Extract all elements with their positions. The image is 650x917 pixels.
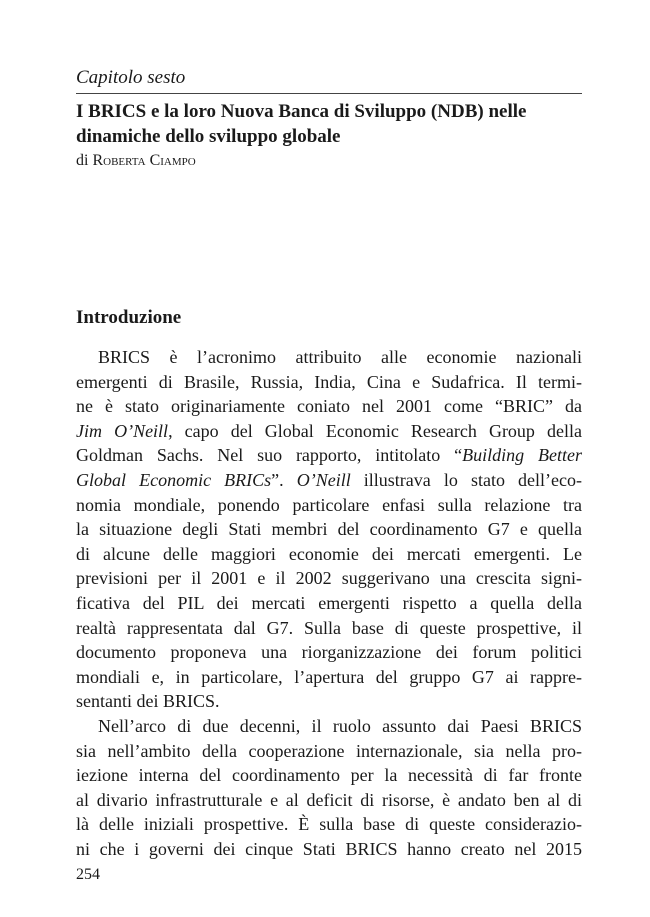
p2-line-4: al divario infrastrutturale e al deficit di risorse, è andato ben al di bbox=[76, 789, 582, 810]
p2-line-6: ni che i governi dei cinque Stati BRICS hanno creato nel 2015 bbox=[76, 838, 582, 859]
page-number: 254 bbox=[76, 866, 100, 883]
p1-line-6-italic-2: O’Neill bbox=[296, 469, 351, 490]
author-prefix: di bbox=[76, 152, 93, 169]
chapter-title-line-1: I BRICS e la loro Nuova Banca di Sviluppo (NDB) nelle bbox=[76, 101, 527, 122]
p2-line-1: Nell’arco di due decenni, il ruolo assunto dai Paesi BRICS bbox=[98, 715, 582, 736]
p1-line-9: di alcune delle maggiori economie dei mercati emergenti. Le bbox=[76, 543, 582, 564]
p1-line-2: emergenti di Brasile, Russia, India, Cina e Sudafrica. Il termi- bbox=[76, 371, 582, 392]
p1-line-6-italic: Global Economic BRICs bbox=[76, 469, 272, 490]
p2-line-3: iezione interna del coordinamento per la necessità di far fronte bbox=[76, 765, 582, 786]
p1-line-6-rest: illustrava lo stato dell’eco- bbox=[350, 469, 582, 490]
p1-line-6-mid: ”. bbox=[271, 469, 297, 490]
author-line bbox=[76, 150, 196, 172]
p1-line-6 bbox=[76, 468, 582, 493]
p1-line-3: ne è stato originariamente coniato nel 2001 come “BRIC” da bbox=[76, 396, 582, 417]
p1-line-5 bbox=[76, 443, 582, 468]
p1-line-11: ficativa del PIL dei mercati emergenti rispetto a quella della bbox=[76, 592, 582, 613]
p1-line-5-italic: Building Better bbox=[462, 445, 582, 466]
chapter-title bbox=[76, 99, 582, 149]
p1-line-8: la situazione degli Stati membri del coordinamento G7 e quella bbox=[76, 519, 582, 540]
p1-line-7: nomia mondiale, ponendo particolare enfasi sulla relazione tra bbox=[76, 494, 582, 515]
p1-line-14: mondiali e, in particolare, l’apertura del gruppo G7 ai rappre- bbox=[76, 666, 582, 687]
p1-line-4 bbox=[76, 419, 582, 444]
author-name: Roberta Ciampo bbox=[92, 152, 196, 169]
p1-line-12: realtà rappresentata dal G7. Sulla base di queste prospettive, il bbox=[76, 617, 582, 638]
p1-line-15: sentanti dei BRICS. bbox=[76, 691, 220, 712]
p1-line-4-rest: , capo del Global Economic Research Group della bbox=[168, 420, 582, 441]
p1-line-4-italic: Jim O’Neill bbox=[76, 420, 169, 441]
chapter-label: Capitolo sesto bbox=[76, 67, 186, 88]
p1-line-5-text: Goldman Sachs. Nel suo rapporto, intitolato “ bbox=[76, 445, 463, 466]
chapter-title-line-2: dinamiche dello sviluppo globale bbox=[76, 126, 341, 147]
header-rule bbox=[76, 93, 582, 94]
p1-line-13: documento proponeva una riorganizzazione dei forum politici bbox=[76, 642, 582, 663]
p2-line-5: là delle iniziali prospettive. È sulla base di queste considerazio- bbox=[76, 814, 582, 835]
book-page bbox=[76, 0, 582, 917]
p2-line-2: sia nell’ambito della cooperazione internazionale, sia nella pro- bbox=[76, 740, 582, 761]
p1-line-10: previsioni per il 2001 e il 2002 suggerivano una crescita signi- bbox=[76, 568, 582, 589]
p1-line-1: BRICS è l’acronimo attribuito alle economie nazionali bbox=[98, 347, 582, 367]
body-text bbox=[76, 345, 582, 861]
section-heading: Introduzione bbox=[76, 307, 182, 328]
